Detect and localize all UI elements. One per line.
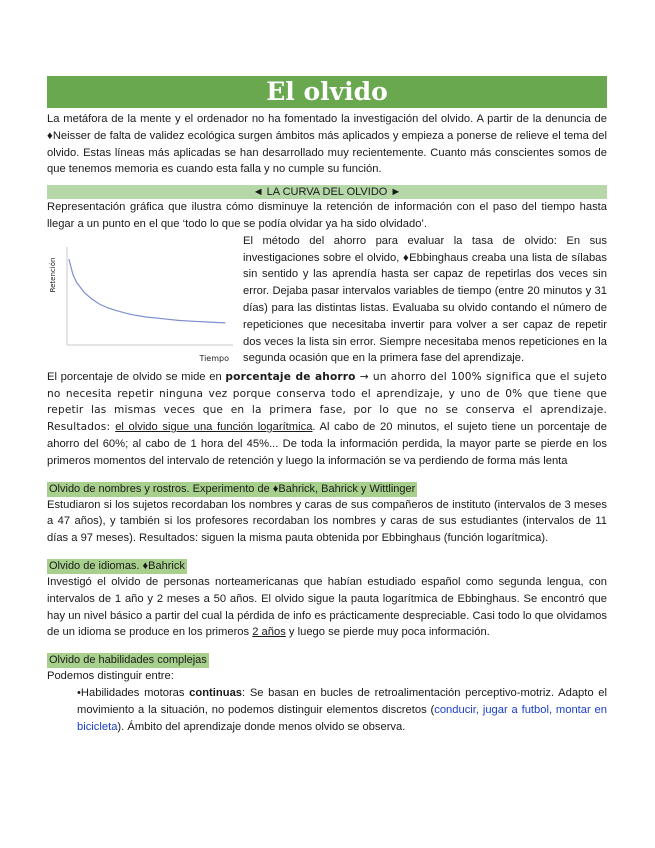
document-page	[47, 76, 607, 735]
forgetting-curve-line	[69, 259, 225, 323]
curve-point	[72, 274, 73, 275]
language-period: 2 años	[252, 626, 286, 639]
language-text-2: y luego se pierde muy poca información.	[285, 626, 490, 639]
curve-point	[115, 310, 116, 311]
savings-paragraph	[47, 369, 607, 470]
curve-point	[147, 316, 148, 317]
curve-point	[92, 299, 93, 300]
x-axis-label: Tiempo	[199, 353, 229, 363]
curve-point	[84, 292, 85, 293]
curve-section-header: ◄ LA CURVA DEL OLVIDO ►	[47, 185, 607, 199]
skills-examples: conducir, jugar a futbol, montar en bicicleta	[77, 703, 608, 733]
skills-item-text-2: : Se basan en bucles de retroalimentación perceptivo-motriz. Adapto el movimiento a la situación, no podemos distinguir elementos discretos (	[77, 686, 607, 716]
language-text-1: Investigó el olvido de personas norteamericanas que habían estudiado español como segunda lengua, con intervalos de 1 año y 2 meses a 50 años. El olvido sigue la pauta logarítmica de Ebbinghaus. Se encontró que hay un nivel básico a partir del cual la pérdida de info es prácticamente despreciable. Casi todo lo que olvidamos de un idioma se produce en los primeros	[47, 575, 607, 639]
curve-point	[131, 314, 132, 315]
curve-point	[76, 282, 77, 283]
skills-item-motor	[47, 685, 607, 735]
skills-item-term: continuas	[189, 686, 243, 699]
curve-point	[108, 307, 109, 308]
savings-result: el olvido sigue una función logarítmica	[115, 421, 313, 434]
savings-method-paragraph: El método del ahorro para evaluar la tasa de olvido: En sus investigaciones sobre el olvido, ♦Ebbinghaus creaba una lista de sílabas sin sentido y las aprendía hasta ser capaz de repetirlas dos veces sin error. Dejaba pasar intervalos variables de tiempo (entre 20 minutos y 31 días) para las distintas listas. Evaluaba su olvido contando el número de repeticiones que necesitaba invertir para volver a ser capaz de repetir dos veces la lista sin error. Siempre necesitaba menos repeticiones en la segunda ocasión que en la primera fase del aprendizaje.	[243, 234, 607, 365]
intro-paragraph: La metáfora de la mente y el ordenador no ha fomentado la investigación del olvido. A partir de la denuncia de ♦Neisser de falta de validez ecológica surgen ámbitos más aplicados y empieza a ponerse de relieve el tema del olvido. Estas líneas más aplicadas se han desarrollado muy recientemente. Cuanto más conscientes somos de que tenemos memoria es cuando esta falla y no cumple su función.	[47, 113, 607, 176]
curve-point	[162, 318, 163, 319]
forgetting-curve-chart	[47, 237, 237, 363]
language-section-label: Olvido de idiomas. ♦Bahrick	[49, 559, 185, 572]
savings-term: porcentaje de ahorro	[225, 370, 356, 383]
curve-point	[178, 320, 179, 321]
curve-point	[193, 321, 194, 322]
savings-text-1: El porcentaje de olvido se mide en	[47, 370, 226, 383]
y-axis-label: Retención	[49, 257, 57, 293]
curve-point	[69, 259, 70, 260]
savings-text-3: . Al cabo de 20 minutos, el sujeto tiene un porcentaje de ahorro del 60%; al cabo de 1 hora del 45%... De toda la información perdida, la mayor parte se pierde en los primeros momentos del intervalo de retención y luego la información se va perdiendo de forma más lenta	[47, 421, 608, 467]
curve-point	[209, 321, 210, 322]
title-bar	[47, 76, 607, 108]
skills-item-text-3: ). Ámbito del aprendizaje donde menos olvido se observa.	[117, 720, 406, 733]
curve-point	[225, 322, 226, 323]
curve-points	[69, 259, 226, 324]
faces-paragraph: Estudiaron si los sujetos recordaban los nombres y caras de sus compañeros de instituto (intervalos de 3 meses a 47 años), y también si los profesores recordaban los nombres y caras de sus estudiantes (intervalos de 11 días a 97 meses). Resultados: siguen la misma pauta obtenida por Ebbinghaus (función logarítmica).	[47, 498, 607, 545]
curve-point	[100, 304, 101, 305]
language-paragraph	[47, 574, 607, 641]
faces-section-label: Olvido de nombres y rostros. Experimento de ♦Bahrick, Bahrick y Wittlinger	[49, 482, 416, 495]
curve-definition: Representación gráfica que ilustra cómo disminuye la retención de información con el paso del tiempo hasta llegar a un punto en el que ‘todo lo que se podía olvidar ya ha sido olvidado’.	[47, 201, 607, 230]
savings-text-2: → un ahorro del 100% significa que el sujeto no necesita repetir ninguna vez porque conserva todo el aprendizaje, y uno de 0% que tiene que repetir las mismas veces que en la primera fase, por lo que no se conserva el aprendizaje. Resultados:	[47, 370, 607, 434]
skills-item-text-1: •Habilidades motoras	[77, 686, 190, 699]
skills-lead: Podemos distinguir entre:	[47, 670, 174, 683]
curve-row	[47, 233, 607, 369]
page-title: El olvido	[266, 77, 388, 106]
skills-section-label: Olvido de habilidades complejas	[49, 654, 207, 667]
